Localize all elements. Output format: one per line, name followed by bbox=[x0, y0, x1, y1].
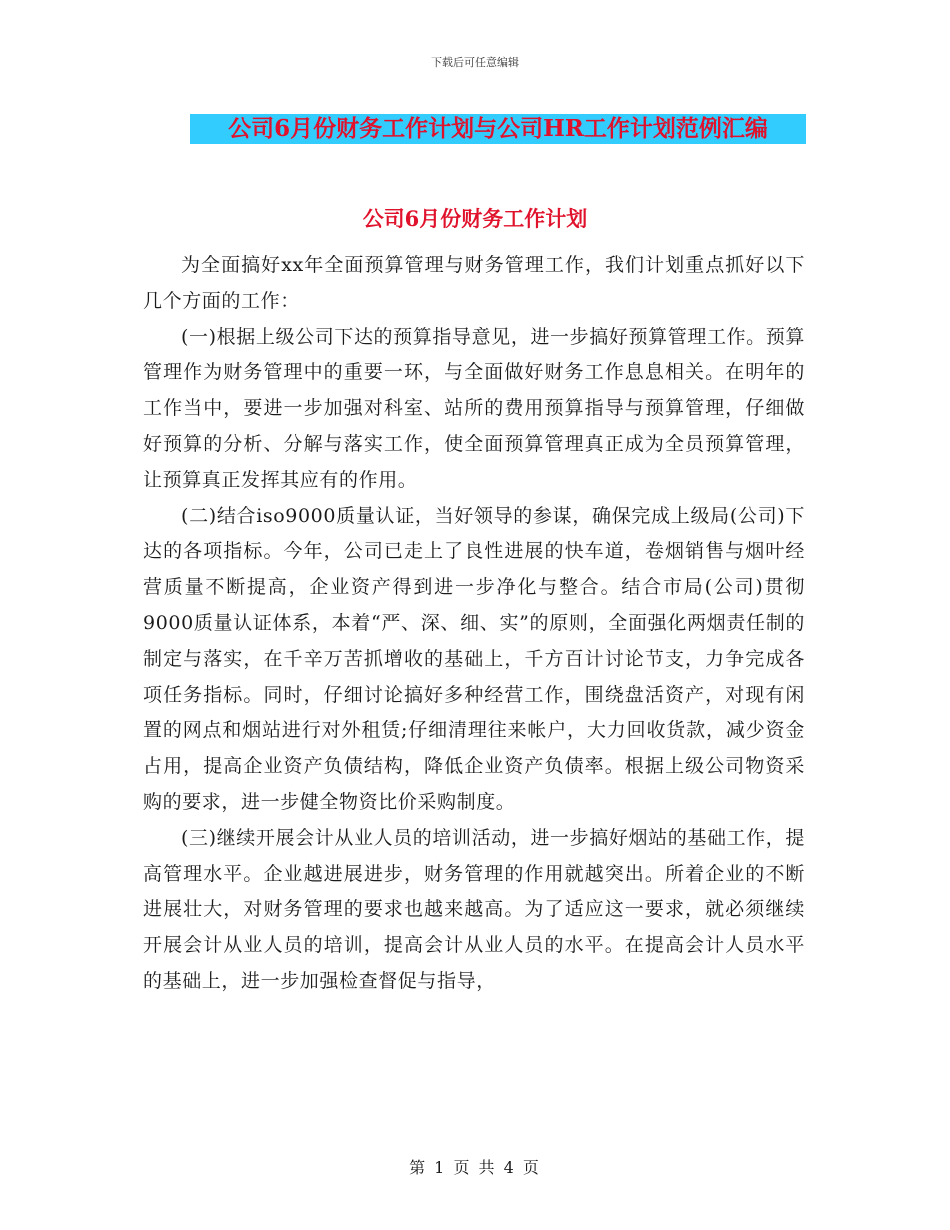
document-title: 公司6月份财务工作计划与公司HR工作计划范例汇编 bbox=[190, 114, 806, 144]
header-note: 下载后可任意编辑 bbox=[431, 56, 519, 69]
paragraph-item-3: (三)继续开展会计从业人员的培训活动，进一步搞好烟站的基础工作，提高管理水平。企业越进展进步，财务管理的作用就越突出。所着企业的不断进展壮大，对财务管理的要求也越来越高。为了适应这一要求，就必须继续开展会计从业人员的培训，提高会计从业人员的水平。在提高会计人员水平的基础上，进一步加强检查督促与指导， bbox=[143, 826, 805, 992]
section-title: 公司6月份财务工作计划 bbox=[362, 206, 588, 231]
paragraph-intro: 为全面搞好xx年全面预算管理与财务管理工作，我们计划重点抓好以下几个方面的工作： bbox=[143, 254, 805, 312]
paragraph-item-2: (二)结合iso9000质量认证，当好领导的参谋，确保完成上级局(公司)下达的各项指标。今年，公司已走上了良性进展的快车道，卷烟销售与烟叶经营质量不断提高，企业资产得到进一步净化与整合。结合市局(公司)贯彻9000质量认证体系，本着“严、深、细、实”的原则，全面强化两烟责任制的制定与落实，在千辛万苦抓增收的基础上，千方百计讨论节支，力争完成各项任务指标。同时，仔细讨论搞好多种经营工作，围绕盘活资产，对现有闲置的网点和烟站进行对外租赁;仔细清理往来帐户，大力回收货款，减少资金占用，提高企业资产负债结构，降低企业资产负债率。根据上级公司物资采购的要求，进一步健全物资比价采购制度。 bbox=[143, 504, 805, 813]
page-footer: 第 1 页 共 4 页 bbox=[409, 1158, 541, 1177]
paragraph-item-1: (一)根据上级公司下达的预算指导意见，进一步搞好预算管理工作。预算管理作为财务管理中的重要一环，与全面做好财务工作息息相关。在明年的工作当中，要进一步加强对科室、站所的费用预算指导与预算管理，仔细做好预算的分析、分解与落实工作，使全面预算管理真正成为全员预算管理，让预算真正发挥其应有的作用。 bbox=[143, 325, 805, 491]
document-body bbox=[143, 248, 805, 1000]
